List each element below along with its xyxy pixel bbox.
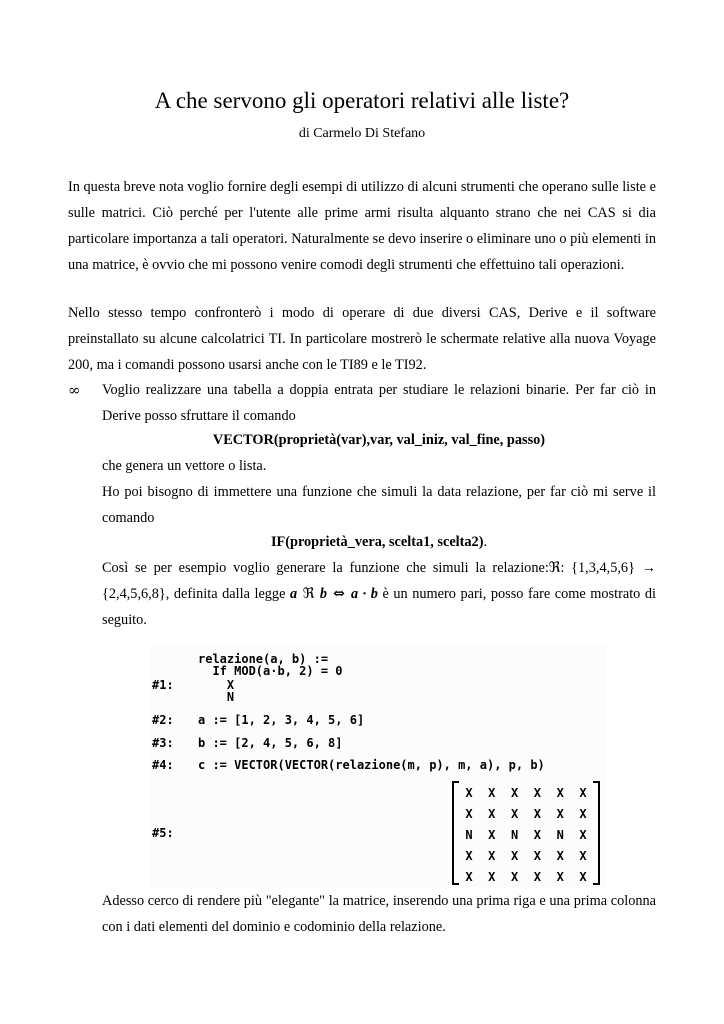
matrix-cell: X: [579, 828, 587, 842]
matrix-cell: X: [510, 786, 519, 800]
matrix-row: [462, 808, 590, 820]
matrix-cell: X: [556, 849, 564, 863]
closing-paragraph: Adesso cerco di rendere più "elegante" la matrice, inserendo una prima riga e una prima colonna con i dati elementi del dominio e codominio della relazione.: [102, 893, 656, 935]
result-matrix: [452, 781, 600, 883]
derive-screenshot: [150, 645, 606, 887]
matrix-cell: X: [465, 870, 473, 884]
matrix-cell: X: [465, 807, 473, 821]
matrix-left-bracket: [452, 781, 459, 885]
matrix-cell: X: [488, 828, 496, 842]
matrix-row: [462, 787, 590, 799]
infinity-bullet-icon: ∞: [68, 381, 81, 399]
matrix-cell: X: [556, 786, 564, 800]
derive-line-3: b := [2, 4, 5, 6, 8]: [198, 736, 343, 750]
derive-label-3: #3:: [152, 736, 174, 750]
matrix-cell: X: [556, 870, 564, 884]
author-line: di Carmelo Di Stefano: [298, 126, 426, 141]
example-part2: : {1,3,4,5,6} → {2,4,5,6,8}, definita dalla legge: [102, 560, 657, 602]
law-expression: a · b: [350, 586, 378, 602]
matrix-cell: X: [465, 849, 473, 863]
bullet-text: Voglio realizzare una tabella a doppia entrata per studiare le relazioni binarie. Per far ciò in Derive posso sfruttare il comando: [102, 382, 656, 424]
derive-label-5: #5:: [152, 826, 174, 840]
matrix-cell: X: [579, 849, 587, 863]
derive-line-2: a := [1, 2, 3, 4, 5, 6]: [198, 713, 365, 727]
derive-line-4: c := VECTOR(VECTOR(relazione(m, p), m, a), p, b): [198, 758, 545, 772]
matrix-cell: X: [533, 870, 541, 884]
relation-symbol: ℜ: [548, 560, 561, 576]
intro-paragraph: In questa breve nota voglio fornire degli esempi di utilizzo di alcuni strumenti che operano sulle liste e sulle matrici. Ciò perché per l'utente alle prime armi risulta alquanto strano che nei CAS si dia particolare importanza a tali operatori. Naturalmente se devo inserire o eliminare uno o più elementi in una matrice, è ovvio che mi possono venire comodi degli strumenti che effettuino tali operazioni.: [68, 179, 656, 273]
if-command: [102, 529, 656, 555]
compare-paragraph: Nello stesso tempo confronterò i modo di operare di due diversi CAS, Derive e il software preinstallato su alcune calcolatrici TI. In particolare mostrerò le schermate relative alla nuova Voyage 200, ma i comandi possono usarsi anche con le TI89 e le TI92.: [68, 305, 656, 373]
law-b: b: [319, 586, 328, 602]
matrix-cell: X: [465, 786, 473, 800]
matrix-row: [462, 850, 590, 862]
matrix-cell: X: [488, 807, 496, 821]
document-title: A che servono gli operatori relativi alle liste?: [154, 88, 570, 113]
if-command-text: IF(proprietà_vera, scelta1, scelta2): [270, 534, 484, 550]
derive-label-1: #1:: [152, 678, 174, 692]
generates-text: che genera un vettore o lista.: [102, 458, 267, 474]
matrix-cell: X: [533, 849, 541, 863]
matrix-cell: X: [533, 786, 541, 800]
matrix-cell: X: [533, 828, 541, 842]
example-paragraph: [102, 555, 656, 633]
matrix-cell: X: [579, 786, 587, 800]
if-command-period: .: [483, 534, 488, 550]
matrix-cell: X: [488, 849, 496, 863]
derive-def-line: relazione(a, b) :=: [198, 652, 329, 666]
matrix-cell: X: [579, 807, 587, 821]
matrix-cell: X: [510, 870, 519, 884]
matrix-cell: N: [510, 828, 519, 842]
matrix-cell: X: [488, 870, 496, 884]
law-relation: ℜ: [297, 586, 320, 602]
law-a: a: [290, 586, 298, 602]
matrix-cell: X: [579, 870, 587, 884]
example-part1: Così se per esempio voglio generare la funzione che simuli la relazione:: [102, 560, 549, 576]
matrix-row: [462, 871, 590, 883]
matrix-cell: X: [510, 807, 519, 821]
derive-label-4: #4:: [152, 758, 174, 772]
matrix-cell: X: [488, 786, 496, 800]
matrix-cell: N: [556, 828, 564, 842]
derive-x-line: X: [198, 678, 235, 692]
derive-label-2: #2:: [152, 713, 174, 727]
matrix-cell: N: [465, 828, 473, 842]
matrix-cell: X: [510, 849, 519, 863]
matrix-cell: X: [533, 807, 541, 821]
derive-if-line: If MOD(a·b, 2) = 0: [198, 664, 343, 678]
derive-n-line: N: [198, 690, 235, 704]
vector-command: VECTOR(proprietà(var),var, val_iniz, val_fine, passo): [212, 432, 546, 448]
example-part3: è un numero pari, posso fare come mostrato di seguito.: [102, 586, 657, 628]
matrix-right-bracket: [593, 781, 600, 885]
need-function-text: Ho poi bisogno di immettere una funzione che simuli la data relazione, per far ciò mi serve il comando: [102, 484, 656, 526]
law-iff: ⇔: [327, 586, 351, 602]
matrix-cell: X: [556, 807, 564, 821]
matrix-row: [462, 829, 590, 841]
